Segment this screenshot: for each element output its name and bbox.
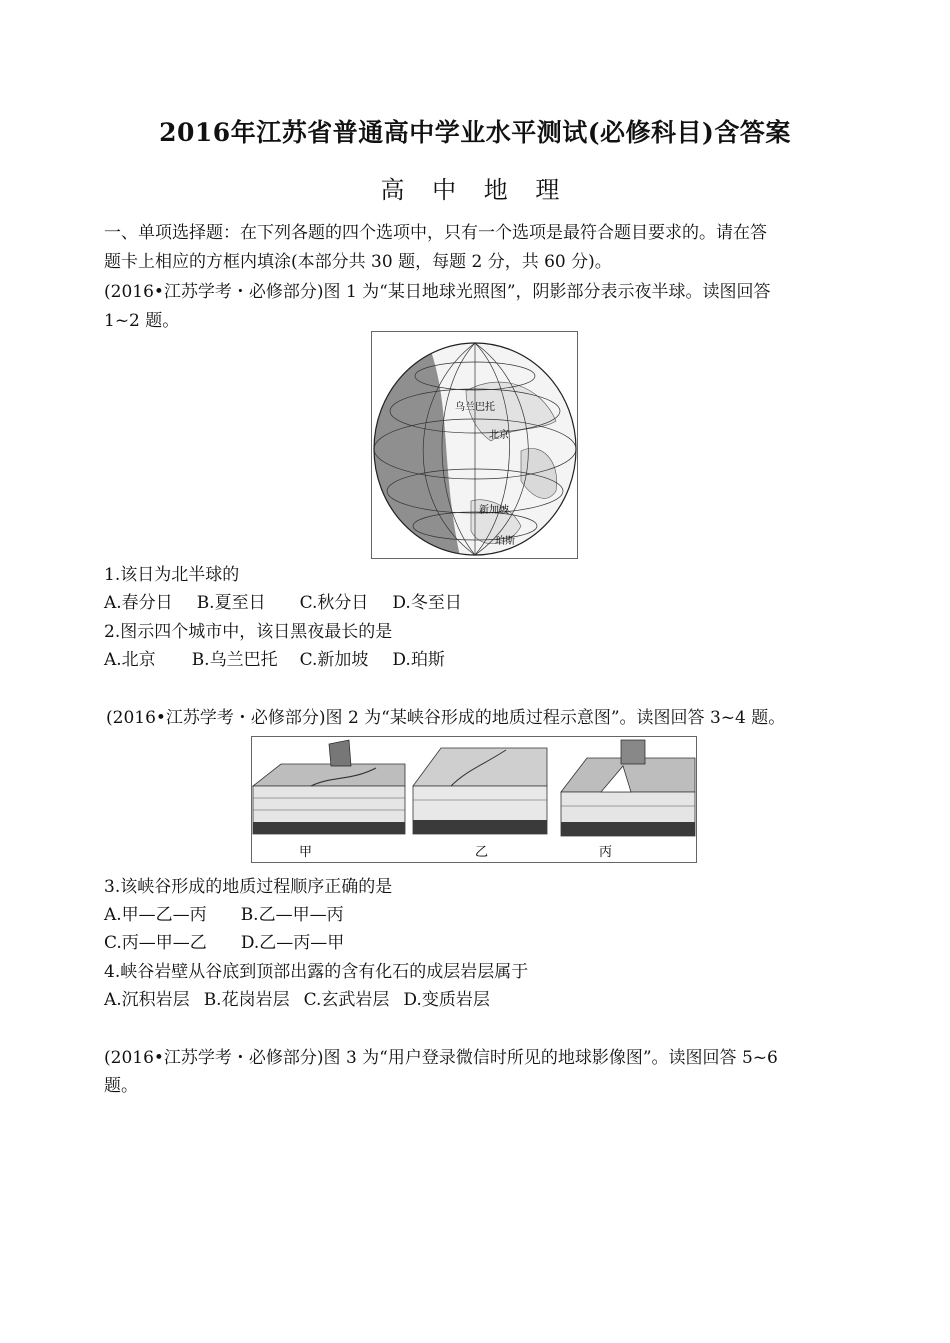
q4-option-c: C.玄武岩层 bbox=[303, 990, 390, 1010]
figure-2-gorge bbox=[251, 736, 697, 863]
label-beijing: 北京 bbox=[489, 430, 509, 441]
q2-option-b: B.乌兰巴托 bbox=[191, 650, 278, 670]
q2-option-c: C.新加坡 bbox=[299, 650, 369, 670]
q1-option-c: C.秋分日 bbox=[299, 593, 369, 613]
q3-options-row-1 bbox=[104, 904, 344, 926]
gorge-illustration bbox=[251, 736, 697, 863]
q3-stem: 3.该峡谷形成的地质过程顺序正确的是 bbox=[104, 877, 393, 897]
label-bing: 丙 bbox=[599, 845, 613, 860]
q4-options bbox=[104, 989, 490, 1011]
q2-option-d: D.珀斯 bbox=[392, 650, 445, 670]
figure-1-globe bbox=[371, 331, 578, 559]
label-ulaanbaatar: 乌兰巴托 bbox=[455, 402, 495, 413]
section3-intro-line-1: (2016•江苏学考・必修部分)图 3 为“用户登录微信时所见的地球影像图”。读图回答 5~6 bbox=[104, 1048, 778, 1068]
q1-stem: 1.该日为北半球的 bbox=[104, 565, 240, 585]
q1-option-a: A.春分日 bbox=[104, 593, 173, 613]
label-yi: 乙 bbox=[475, 845, 489, 860]
q3-option-b: B.乙—甲—丙 bbox=[240, 905, 344, 925]
q4-option-d: D.变质岩层 bbox=[403, 990, 490, 1010]
q4-stem: 4.峡谷岩壁从谷底到顶部出露的含有化石的成层岩层属于 bbox=[104, 962, 529, 982]
q1-option-b: B.夏至日 bbox=[196, 593, 266, 613]
section1-intro-line-1: (2016•江苏学考・必修部分)图 1 为“某日地球光照图”，阴影部分表示夜半球。读图回答 bbox=[104, 282, 771, 302]
block-yi bbox=[413, 748, 547, 834]
q3-option-a: A.甲—乙—丙 bbox=[104, 905, 207, 925]
q3-option-d: D.乙—丙—甲 bbox=[240, 933, 345, 953]
q2-stem: 2.图示四个城市中，该日黑夜最长的是 bbox=[104, 622, 393, 642]
q1-option-d: D.冬至日 bbox=[392, 593, 462, 613]
section2-intro: (2016•江苏学考・必修部分)图 2 为“某峡谷形成的地质过程示意图”。读图回答 3~4 题。 bbox=[106, 708, 786, 728]
section3-intro-line-2: 题。 bbox=[104, 1076, 138, 1096]
q1-options bbox=[104, 592, 462, 614]
page-title: 2016年江苏省普通高中学业水平测试(必修科目)含答案 bbox=[159, 118, 791, 147]
globe-illustration bbox=[371, 331, 578, 559]
q4-option-b: B.花岗岩层 bbox=[203, 990, 290, 1010]
q3-option-c: C.丙—甲—乙 bbox=[104, 933, 207, 953]
q2-options bbox=[104, 649, 445, 671]
section1-intro-line-2: 1~2 题。 bbox=[104, 311, 180, 331]
label-perth: 珀斯 bbox=[495, 536, 515, 547]
label-jia: 甲 bbox=[299, 845, 313, 860]
subject-heading: 高 中 地 理 bbox=[380, 176, 570, 204]
instructions-line-2: 题卡上相应的方框内填涂(本部分共 30 题，每题 2 分，共 60 分)。 bbox=[104, 252, 612, 272]
label-singapore: 新加坡 bbox=[479, 505, 509, 516]
instructions-line-1: 一、单项选择题：在下列各题的四个选项中，只有一个选项是最符合题目要求的。请在答 bbox=[104, 223, 767, 243]
q3-options-row-2 bbox=[104, 932, 344, 954]
q4-option-a: A.沉积岩层 bbox=[104, 990, 190, 1010]
q2-option-a: A.北京 bbox=[104, 650, 156, 670]
